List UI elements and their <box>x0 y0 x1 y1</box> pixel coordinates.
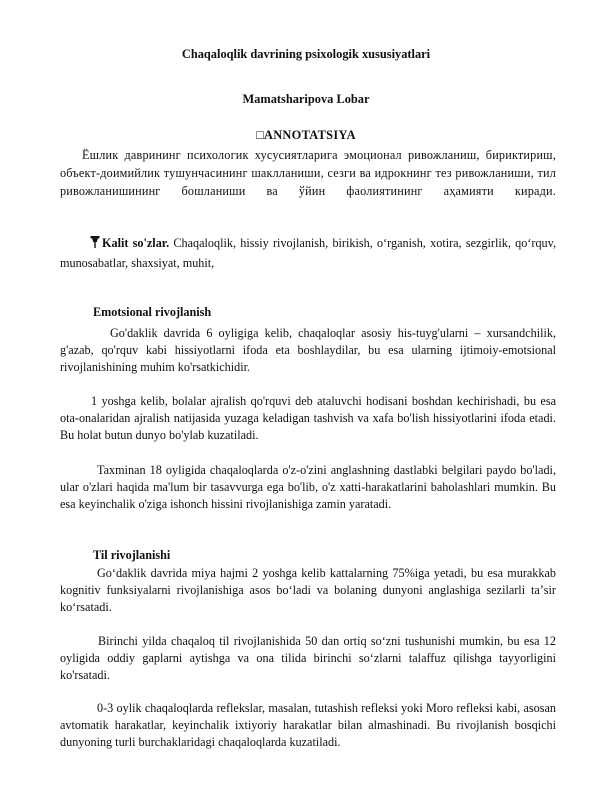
section-heading-emotional: Emotsional rivojlanish <box>93 305 212 319</box>
paragraph: Birinchi yilda chaqaloq til rivojlanishida 50 dan ortiq soʻzni tushunishi mumkin, bu esa 12 oyligida oddiy gaplarni aytishga va ona tilida birinchi soʻzlarni talaffuz qilishga tayyorligini ko'rsatadi. <box>60 634 556 683</box>
section-heading-language: Til rivojlanishi <box>93 548 171 562</box>
pushpin-icon <box>90 236 100 248</box>
annotation-paragraph: Ёшлик даврининг психологик хусусиятларига эмоционал ривожланиш, бириктириш, объект-доимийлик тушунчасининг шаклланиши, сезги ва идрокнинг тез ривожланиши, тил ривожланишининг бошланиши ва ўйин фаолиятининг аҳамияти киради. <box>60 148 556 198</box>
author-name: Mamatsharipova Lobar <box>242 92 370 106</box>
document-title: Chaqaloqlik davrining psixologik xususiyatlari <box>181 47 431 61</box>
keywords-list: Chaqaloqlik, hissiy rivojlanish, birikish, oʻrganish, xotira, sezgirlik, qoʻrquv, munosabatlar, shaxsiyat, muhit, <box>60 236 556 270</box>
paragraph: Goʻdaklik davrida miya hajmi 2 yoshga kelib kattalarning 75%iga yetadi, bu esa murakkab kognitiv funksiyalarni rivojlanishiga asos boʻladi va bolaning dunyoni anglashiga sezilarli taʼsir koʻrsatadi. <box>60 566 556 615</box>
paragraph: 0-3 oylik chaqaloqlarda reflekslar, masalan, tutashish refleksi yoki Moro refleksi kabi, asosan avtomatik harakatlar, keyinchalik ixtiyoriy harakatlar bilan almashinadi. Bu rivojlanish bosqichi dunyoning turli burchaklaridagi chaqaloqlarda kuzatiladi. <box>60 701 556 750</box>
paragraph: Taxminan 18 oyligida chaqaloqlarda o'z-o'zini anglashning dastlabki belgilari paydo bo'ladi, ular o'zlari haqida ma'lum bir tasavvurga ega bo'lib, o'z xatti-harakatlarini baholashlari mumkin. Bu esa keyinchalik o'ziga ishonch hissini rivojlanishiga zamin yaratadi. <box>60 463 556 512</box>
keywords-paragraph <box>60 233 556 273</box>
paragraph: 1 yoshga kelib, bolalar ajralish qo'rquvi deb ataluvchi hodisani boshdan kechirishadi, bu esa ota-onalaridan ajralish natijasida yuzaga keladigan tashvish va xafa bo'lish hissiyotlarini ifoda etadi. Bu holat butun dunyo bo'ylab kuzatiladi. <box>60 394 556 443</box>
paragraph: Go'daklik davrida 6 oyligiga kelib, chaqaloqlar asosiy his-tuyg'ularni – xursandchilik, g'azab, qo'rquv kabi hissiyotlarni ifoda eta boshlaydilar, bu esa ularning ijtimoiy-emotsional rivojlanishining muhim ko'rsatkichidir. <box>60 326 556 375</box>
annotation-heading: □ANNOTATSIYA <box>256 128 356 142</box>
keywords-label: Kalit so'zlar. <box>102 236 170 250</box>
